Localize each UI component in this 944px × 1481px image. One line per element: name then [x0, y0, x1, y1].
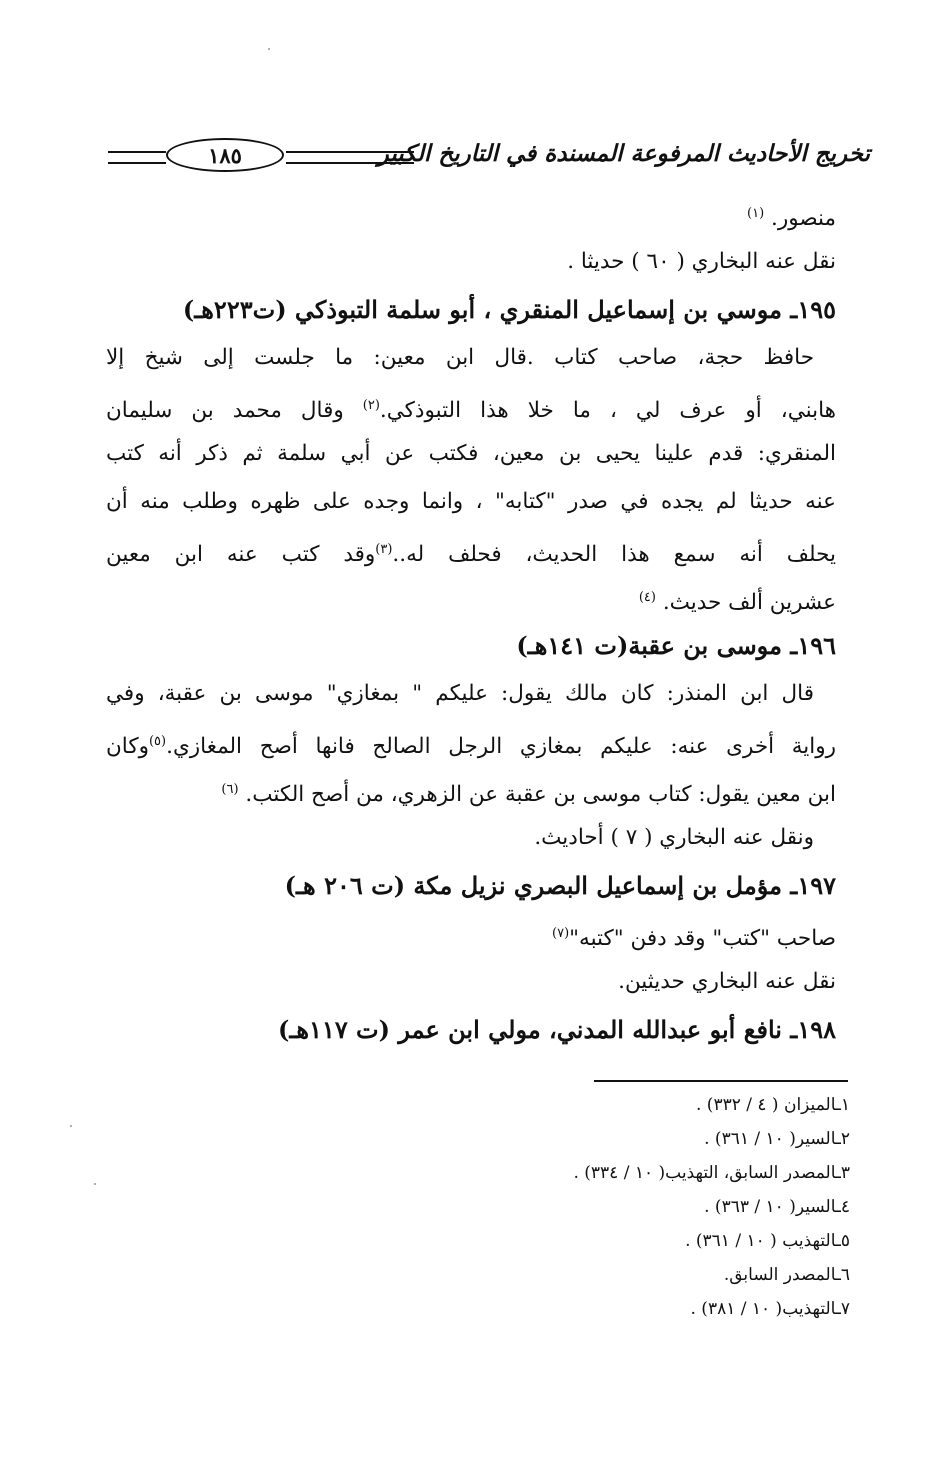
- scan-speck: [70, 1125, 72, 1127]
- entry-heading-197: ١٩٧ـ مؤمل بن إسماعيل البصري نزيل مكة (ت ٢٠٦ هـ): [284, 871, 836, 900]
- footnote-ref: (١): [747, 206, 765, 221]
- text-line: رواية أخرى عنه: عليكم بمغازي الرجل الصالح فانها أصح المغازي.$^{(٥)}$وكان: [106, 734, 836, 760]
- text-line: منصور. $^{(١)}$: [747, 206, 836, 232]
- text-line: نقل عنه البخاري حديثين.: [618, 969, 836, 994]
- text-line: ابن معين يقول: كتاب موسى بن عقبة عن الزهري، من أصح الكتب. $^{(٦)}$: [221, 782, 836, 808]
- header-rule-left: [108, 151, 166, 164]
- page-number-badge: [166, 138, 284, 172]
- entry-heading-196: ١٩٦ـ موسى بن عقبة(ت ١٤١هـ): [516, 631, 836, 660]
- footnote-3: ٣ـالمصدر السابق، التهذيب( ١٠ / ٣٣٤) .: [573, 1163, 850, 1183]
- footnote-ref: (٢): [362, 398, 380, 413]
- entry-heading-198: ١٩٨ـ نافع أبو عبدالله المدني، مولي ابن عمر (ت ١١٧هـ): [277, 1015, 836, 1044]
- main-text: [106, 190, 836, 1054]
- text-line: نقل عنه البخاري ( ٦٠ ) حديثا .: [567, 249, 836, 274]
- text-line: ونقل عنه البخاري ( ٧ ) أحاديث.: [534, 825, 814, 850]
- footnote-ref: (٦): [221, 782, 239, 797]
- footnotes: [350, 1088, 850, 1326]
- text-line: قال ابن المنذر: كان مالك يقول: عليكم " بمغازي" موسى بن عقبة، وفي: [106, 681, 814, 706]
- text-line: حافظ حجة، صاحب كتاب .قال ابن معين: ما جلست إلى شيخ إلا: [106, 345, 814, 370]
- running-header: [108, 134, 870, 180]
- footnote-ref: (٤): [638, 590, 656, 605]
- scan-speck: [268, 48, 270, 50]
- footnote-ref: (٣): [375, 542, 393, 557]
- footnote-6: ٦ـالمصدر السابق.: [723, 1265, 850, 1285]
- book-title: تخريج الأحاديث المرفوعة المسندة في التاريخ الكبير: [377, 140, 870, 167]
- footnote-2: ٢ـالسير( ١٠ / ٣٦١) .: [704, 1129, 850, 1149]
- footnote-5: ٥ـالتهذيب ( ١٠ / ٣٦١) .: [685, 1231, 850, 1251]
- page-number: ١٨٥: [208, 142, 242, 168]
- footnote-separator: [594, 1080, 848, 1082]
- text-line: المنقري: قدم علينا يحيى بن معين، فكتب عن أبي سلمة ثم ذكر أنه كتب: [106, 441, 836, 466]
- text-line: عشرين ألف حديث. $^{(٤)}$: [638, 590, 836, 616]
- text-line: عنه حديثا لم يجده في صدر "كتابه" ، وانما وجده على ظهره وطلب منه أن: [106, 489, 836, 514]
- footnote-ref: (٧): [552, 926, 570, 941]
- footnote-1: ١ـالميزان ( ٤ / ٣٣٢) .: [695, 1095, 850, 1115]
- scan-speck: [94, 1183, 96, 1185]
- footnote-ref: (٥): [148, 734, 167, 749]
- footnote-7: ٧ـالتهذيب( ١٠ / ٣٨١) .: [690, 1299, 850, 1319]
- footnote-4: ٤ـالسير( ١٠ / ٣٦٣) .: [704, 1197, 850, 1217]
- text-line: صاحب "كتب" وقد دفن "كتبه"$^{(٧)}$: [552, 926, 836, 952]
- text-line: هابني، أو عرف لي ، ما خلا هذا التبوذكي.$^{(٢)}$ وقال محمد بن سليمان: [106, 398, 836, 424]
- entry-heading-195: ١٩٥ـ موسي بن إسماعيل المنقري ، أبو سلمة التبوذكي (ت٢٢٣هـ): [182, 295, 836, 324]
- text-line: يحلف أنه سمع هذا الحديث، فحلف له..$^{(٣)}$وقد كتب عنه ابن معين: [106, 542, 836, 568]
